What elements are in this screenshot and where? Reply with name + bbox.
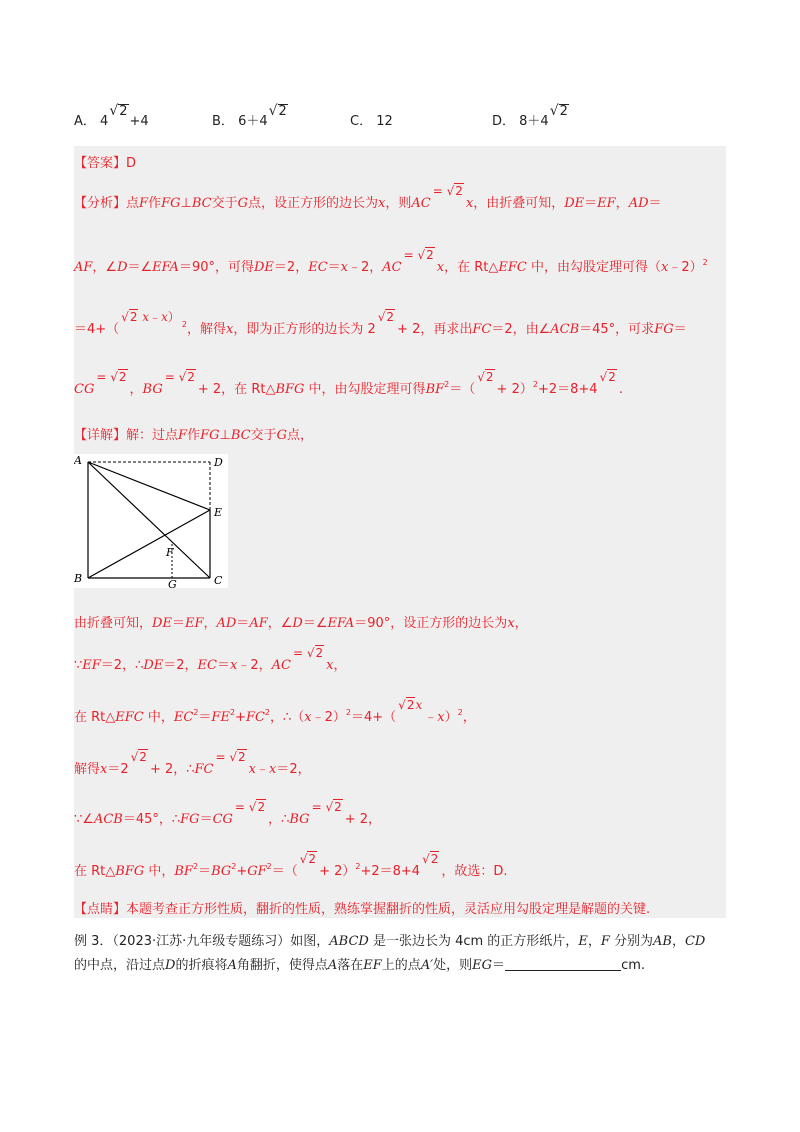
text: +	[235, 710, 246, 725]
sqrt-expression: = √2	[432, 184, 463, 198]
text: +2＝8+4	[360, 864, 421, 879]
sqrt-expression: = √2	[215, 750, 246, 764]
text: ，故选：D.	[441, 864, 508, 879]
math: DE	[152, 616, 172, 631]
sqrt-expression: = √2	[292, 646, 324, 660]
text: ，∠	[267, 616, 293, 631]
math: x	[340, 260, 348, 275]
text: + 2，∴	[149, 762, 195, 777]
text: ＝	[216, 658, 230, 673]
math: x	[436, 260, 445, 275]
math: E	[578, 934, 588, 949]
math: x	[661, 260, 669, 275]
sqrt-expression: √2	[377, 310, 395, 324]
radicand: 2	[430, 852, 439, 866]
text: ＝2，	[276, 762, 311, 777]
label-a: A	[74, 454, 82, 467]
text: ）	[167, 310, 180, 324]
text: 落在	[337, 958, 364, 973]
label-e: E	[214, 506, 223, 519]
text: ，解得	[186, 322, 226, 337]
sqrt-expression: √2	[109, 103, 128, 119]
math: FG	[161, 196, 181, 211]
math: CG	[212, 812, 233, 827]
text: 点	[126, 196, 140, 211]
text: 例 3．（2023·江苏·九年级专题练习）如图，	[74, 934, 330, 949]
text: +2＝8+4	[537, 382, 598, 397]
text: ∵∠	[74, 812, 94, 827]
math: EF	[363, 958, 382, 973]
sqrt-expression: √2	[477, 370, 494, 384]
text: ＝	[236, 616, 250, 631]
math: EFC	[498, 260, 527, 275]
choice-letter: D．	[492, 114, 516, 129]
answer-blank[interactable]	[505, 956, 621, 971]
math: BG	[142, 382, 163, 397]
math: FG	[200, 428, 220, 443]
equals: =	[234, 800, 245, 814]
exponent: 2	[345, 708, 351, 717]
sqrt-expression: = √2	[403, 248, 434, 262]
text: 交于	[211, 196, 238, 211]
analysis-line-4	[74, 370, 623, 397]
text: ﹣	[149, 310, 162, 324]
text: ，	[587, 934, 601, 949]
math: BG	[211, 864, 232, 879]
text: ＝	[198, 710, 212, 725]
sqrt-expression: √2	[549, 103, 568, 119]
answer-value: D	[126, 156, 137, 171]
text: ＝45°，∴	[122, 812, 181, 827]
detail-line	[74, 424, 313, 443]
text: 在 Rt△	[74, 710, 116, 725]
math: FC	[472, 322, 492, 337]
math: BG	[289, 812, 310, 827]
math: EC	[308, 260, 328, 275]
math: EF	[184, 616, 204, 631]
radicand: 2	[334, 800, 342, 814]
comment-line	[74, 898, 650, 917]
sqrt-expression: = √2	[311, 800, 342, 814]
equals: =	[292, 646, 304, 660]
math: EG	[472, 958, 493, 973]
radicand: 2	[129, 310, 138, 324]
choice-b	[212, 103, 289, 129]
example-3	[74, 930, 734, 978]
label-g: G	[168, 578, 177, 588]
exponent: 2	[355, 862, 361, 871]
math: CG	[74, 382, 95, 397]
text: ＝	[648, 196, 662, 211]
sqrt-expression: = √2	[234, 800, 266, 814]
math: DE	[143, 658, 164, 673]
text: ﹣2，	[237, 658, 272, 673]
figure-svg	[74, 454, 228, 588]
text: 交于	[250, 428, 277, 443]
sqrt-expression: √2	[599, 370, 616, 384]
text: 作	[148, 196, 162, 211]
text: ，	[514, 616, 528, 631]
text: ，则	[385, 196, 412, 211]
text: ＝	[584, 196, 598, 211]
radicand: 2	[426, 248, 434, 262]
math: AC	[382, 260, 402, 275]
math: AB	[653, 934, 672, 949]
text: ＝（	[271, 864, 298, 879]
figure-background	[74, 454, 228, 588]
math: FE	[211, 710, 230, 725]
choice-d	[492, 103, 570, 129]
text: ＝2	[107, 762, 129, 777]
text: ＝	[198, 864, 212, 879]
exponent: 2	[702, 258, 708, 267]
text: 解得	[74, 762, 101, 777]
comment-text: 本题考查正方形性质，翻折的性质，熟练掌握翻折的性质，灵活应用勾股定理是解题的关键.	[126, 902, 651, 917]
text: ⊥	[219, 428, 231, 443]
text: 作	[187, 428, 201, 443]
math: x	[230, 658, 238, 673]
sqrt-expression: √2	[422, 852, 439, 866]
math: ACB	[550, 322, 580, 337]
text: ＝90°，可得	[178, 260, 254, 275]
math: D	[165, 958, 176, 973]
radicand: 2	[308, 852, 317, 866]
radicand: 2	[238, 750, 246, 764]
math: EF	[82, 658, 101, 673]
text: ，	[615, 196, 629, 211]
math: x	[100, 762, 108, 777]
radicand: 2	[608, 370, 616, 384]
text: ，∴（	[270, 710, 305, 725]
choice-letter: C．	[350, 114, 373, 129]
sqrt-expression: = √2	[164, 370, 195, 384]
text: + 2，	[344, 812, 382, 827]
exponent: 2	[181, 320, 187, 329]
math: BF	[174, 864, 193, 879]
choice-pre: 4	[100, 114, 109, 129]
text: ＝	[492, 958, 506, 973]
math: BC	[230, 428, 251, 443]
math: EC	[173, 710, 194, 725]
text: 分别为	[609, 934, 653, 949]
text: ＝2，∴	[100, 658, 144, 673]
math: BC	[191, 196, 212, 211]
exponent: 2	[264, 708, 270, 717]
math: AC	[271, 658, 291, 673]
text: 在 Rt△	[74, 864, 116, 879]
math: x	[507, 616, 515, 631]
radicand: 2	[139, 750, 147, 764]
text: ，	[333, 658, 347, 673]
text: 由折叠可知，	[74, 616, 153, 631]
math: EFA	[152, 260, 179, 275]
math: x	[437, 710, 445, 725]
math: BFG	[115, 864, 145, 879]
math: F	[178, 428, 188, 443]
math: EC	[197, 658, 217, 673]
math: G	[237, 196, 248, 211]
analysis-label: 【分析】	[74, 196, 127, 211]
text: + 2，再求出	[397, 322, 473, 337]
geometry-figure	[74, 454, 228, 588]
text: ＝	[171, 616, 185, 631]
math: x	[326, 658, 334, 673]
choice-c	[350, 110, 393, 129]
math: BFG	[275, 382, 305, 397]
math: F	[139, 196, 149, 211]
answer-line	[74, 152, 136, 171]
analysis-line-3	[74, 310, 687, 337]
analysis-line-2	[74, 248, 708, 275]
text: ，	[203, 616, 217, 631]
math: DE	[254, 260, 274, 275]
label-b: B	[74, 572, 83, 585]
text: ∵	[74, 658, 83, 673]
radicand: 2	[187, 370, 195, 384]
radicand: 2	[406, 698, 415, 712]
text: ＝4+（	[74, 322, 120, 337]
step-1	[74, 612, 528, 631]
detail-label: 【详解】	[74, 428, 127, 443]
text: 点，	[286, 428, 313, 443]
step-4	[74, 750, 311, 777]
radicand: 2	[118, 370, 127, 384]
equals: =	[432, 184, 443, 198]
math: x	[226, 322, 234, 337]
exponent: 2	[193, 708, 199, 717]
sqrt-expression: √2 x﹣x）	[121, 310, 180, 324]
text: ＝45°，可求	[579, 322, 655, 337]
equals: =	[403, 248, 414, 262]
math: FG	[654, 322, 674, 337]
math: AF	[74, 260, 93, 275]
math: x	[465, 196, 474, 211]
exponent: 2	[457, 708, 463, 717]
math: x	[377, 196, 386, 211]
exponent: 2	[231, 862, 237, 871]
label-d: D	[214, 456, 223, 469]
sqrt-expression: √2	[130, 750, 147, 764]
radicand: 2	[257, 800, 266, 814]
math: A	[227, 958, 237, 973]
text: 角翻折，使得点	[236, 958, 328, 973]
math: AC	[411, 196, 431, 211]
choice-pre: 8＋4	[519, 114, 549, 129]
text: ）	[444, 710, 458, 725]
analysis-line-1	[74, 184, 662, 211]
equals: =	[96, 370, 107, 384]
step-3	[74, 698, 476, 725]
text: ＝2，	[273, 260, 309, 275]
text: 上的点	[381, 958, 421, 973]
math: x	[142, 310, 150, 324]
math: EFC	[115, 710, 144, 725]
text: ，由折叠可知，	[473, 196, 565, 211]
text: + 2）	[319, 864, 356, 879]
exponent: 2	[532, 380, 538, 389]
choice-pre: 6＋4	[238, 114, 268, 129]
choice-letter: B．	[212, 114, 234, 129]
unit: cm.	[621, 958, 646, 973]
math: EF	[597, 196, 616, 211]
sqrt-expression: √2	[299, 852, 317, 866]
step-6	[74, 852, 508, 879]
math: FC	[194, 762, 214, 777]
sqrt-expression: √2	[268, 103, 287, 119]
choice-letter: A．	[74, 114, 96, 129]
math: BF	[425, 382, 445, 397]
text: ，在 Rt△	[444, 260, 499, 275]
math: x	[269, 762, 277, 777]
math: AD	[216, 616, 237, 631]
text: ，	[129, 382, 143, 397]
text: 中，	[144, 864, 175, 879]
text: .	[618, 382, 623, 397]
text: 的折痕将	[175, 958, 228, 973]
exponent: 2	[444, 380, 450, 389]
math: AF	[249, 616, 268, 631]
math: FC	[245, 710, 265, 725]
text: ＝	[199, 812, 213, 827]
answer-label: 【答案】	[74, 156, 127, 171]
text: ＝	[327, 260, 341, 275]
text: 中，由勾股定理可得	[304, 382, 426, 397]
radicand: 2	[119, 104, 128, 119]
choice-post: +4	[129, 114, 149, 129]
text: ＝∠	[127, 260, 153, 275]
math: D	[292, 616, 303, 631]
radicand: 2	[278, 104, 287, 119]
math: A′	[420, 958, 434, 973]
math: CD	[684, 934, 706, 949]
text: ，∠	[92, 260, 118, 275]
math: x	[161, 310, 168, 324]
text: ，∴	[268, 812, 290, 827]
math: x	[415, 698, 423, 712]
text: ﹣2，	[348, 260, 383, 275]
sqrt-expression: √2x	[398, 698, 423, 712]
exponent: 2	[266, 862, 272, 871]
answer-choices	[74, 100, 724, 134]
text: 中，由勾股定理可得（	[526, 260, 662, 275]
text: ﹣2）	[311, 710, 346, 725]
math: x	[304, 710, 312, 725]
label-f: F	[166, 546, 174, 559]
text: +	[236, 864, 248, 879]
math: x	[248, 762, 256, 777]
equals: =	[215, 750, 226, 764]
text: ＝90°，设正方形的边长为	[354, 616, 508, 631]
radicand: 2	[485, 370, 494, 384]
math: AD	[628, 196, 649, 211]
text: ⊥	[180, 196, 192, 211]
choice-a	[74, 103, 149, 129]
comment-label: 【点睛】	[74, 902, 127, 917]
text: 点，设正方形的边长为	[247, 196, 378, 211]
math: GF	[247, 864, 267, 879]
text: + 2，在 Rt△	[197, 382, 276, 397]
text: ＝2，	[163, 658, 198, 673]
math: DE	[564, 196, 585, 211]
text: ＝4+（	[351, 710, 397, 725]
step-5	[74, 800, 382, 827]
math: G	[276, 428, 287, 443]
text: 处，则	[433, 958, 473, 973]
text: ＝	[673, 322, 687, 337]
math: F	[600, 934, 610, 949]
choice-pre: 12	[376, 114, 393, 129]
text: ＝2，由∠	[491, 322, 551, 337]
math: FG	[180, 812, 200, 827]
label-c: C	[214, 574, 223, 587]
text: 中，	[143, 710, 174, 725]
math: A	[327, 958, 338, 973]
text: ﹣2）	[668, 260, 703, 275]
step-2	[74, 646, 347, 673]
radicand: 2	[315, 646, 324, 660]
text: ﹣	[424, 710, 438, 725]
text: ＝∠	[302, 616, 328, 631]
math: ABCD	[329, 934, 369, 949]
radicand: 2	[386, 310, 395, 324]
math: D	[117, 260, 128, 275]
exponent: 2	[229, 708, 236, 717]
math: EFA	[327, 616, 355, 631]
text: 的中点，沿过点	[74, 958, 166, 973]
math: ACB	[93, 812, 123, 827]
text: ，	[671, 934, 685, 949]
radicand: 2	[455, 184, 463, 198]
text: ﹣	[256, 762, 270, 777]
equals: =	[311, 800, 322, 814]
equals: =	[164, 370, 175, 384]
text: ，即为正方形的边长为 2	[233, 322, 376, 337]
text: + 2）	[496, 382, 533, 397]
exponent: 2	[192, 862, 199, 871]
text: ，	[462, 710, 476, 725]
sqrt-expression: = √2	[96, 370, 127, 384]
text: 解：过点	[126, 428, 179, 443]
radicand: 2	[559, 104, 568, 119]
text: 是一张边长为 4cm 的正方形纸片，	[368, 934, 579, 949]
text: ＝（	[449, 382, 476, 397]
